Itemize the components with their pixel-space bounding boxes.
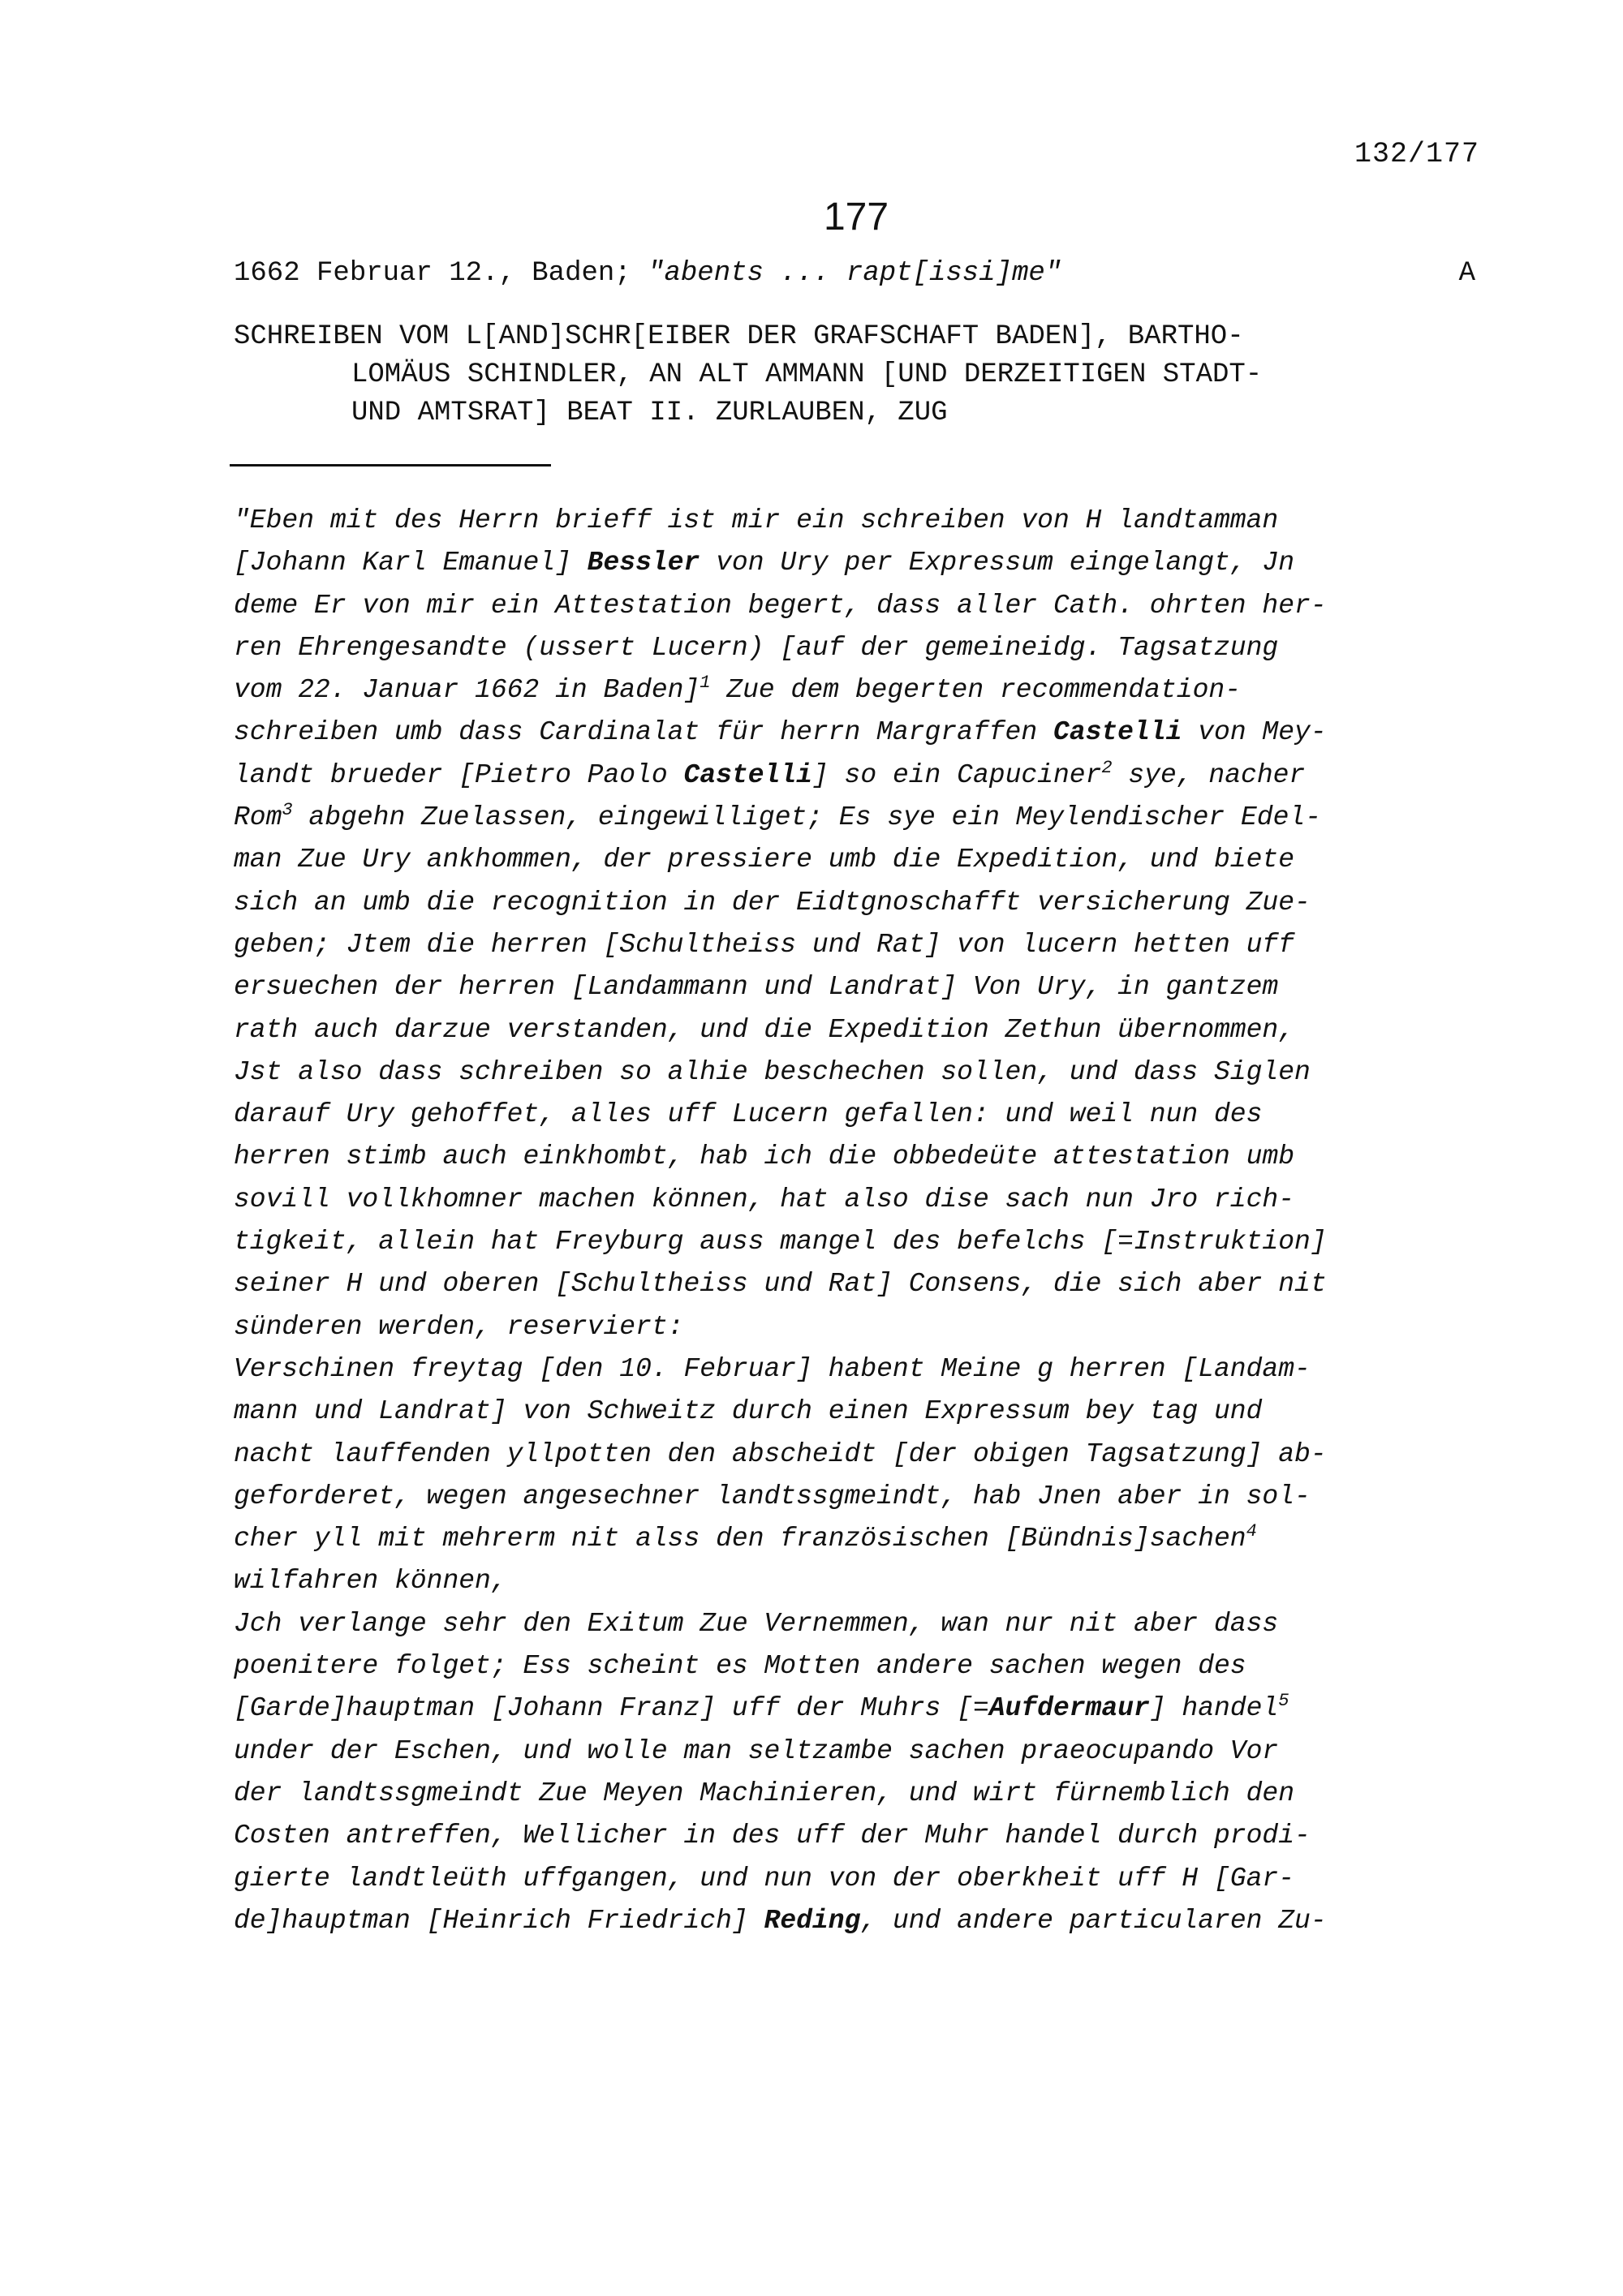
body-line — [234, 1263, 1500, 1305]
body-text: [Johann Karl Emanuel] — [234, 548, 588, 578]
body-line — [234, 1391, 1500, 1433]
person-name: Reding — [764, 1905, 861, 1936]
body-text: vom 22. Januar 1662 in Baden] — [234, 675, 700, 706]
body-text: von Ury per Expressum eingelangt, Jn — [700, 548, 1295, 578]
body-line — [234, 542, 1500, 584]
separator-rule — [230, 464, 551, 467]
body-line — [234, 1094, 1500, 1136]
heading-line: UND AMTSRAT] BEAT II. ZURLAUBEN, ZUG — [351, 398, 948, 428]
page-number: 132/177 — [1354, 138, 1479, 170]
body-text: geben; Jtem die herren [Schultheiss und Rat] von lucern hetten uff — [234, 929, 1295, 960]
body-text: sünderen werden, reserviert: — [234, 1311, 684, 1342]
body-line — [234, 1731, 1500, 1773]
person-name: Castelli — [683, 759, 812, 790]
body-text: geforderet, wegen angesechner landtssgmeindt, hab Jnen aber in sol- — [234, 1481, 1311, 1511]
body-line — [234, 1858, 1500, 1900]
body-line — [234, 1900, 1500, 1942]
person-name: Bessler — [587, 548, 700, 578]
body-text: [Garde]hauptman [Johann Franz] uff der Muhrs [= — [234, 1693, 989, 1724]
body-text: deme Er von mir ein Attestation begert, dass aller Cath. ohrten her- — [234, 590, 1327, 621]
document-number: 177 — [823, 196, 889, 239]
body-line — [234, 1136, 1500, 1178]
dateline — [234, 258, 1475, 289]
footnote-ref: 3 — [282, 800, 293, 821]
body-line — [234, 1306, 1500, 1348]
body-text: mann und Landrat] von Schweitz durch einen Expressum bey tag und — [234, 1396, 1263, 1427]
body-line — [234, 1009, 1500, 1051]
body-line — [234, 924, 1500, 966]
document-heading — [234, 318, 1451, 432]
body-line — [234, 1221, 1500, 1263]
person-name: Castelli — [1053, 717, 1182, 748]
body-line — [234, 585, 1500, 627]
body-line — [234, 500, 1500, 542]
body-line — [234, 1560, 1500, 1602]
body-text: ] handel — [1149, 1693, 1279, 1724]
body-text: abgehn Zuelassen, eingewilliget; Es sye ein Meylendischer Edel- — [292, 802, 1322, 833]
body-text: nacht lauffenden yllpotten den abscheidt [der obigen Tagsatzung] ab- — [234, 1438, 1327, 1469]
body-line — [234, 839, 1500, 881]
body-text: cher yll mit mehrerm nit alss den französischen [Bündnis]sachen — [234, 1524, 1246, 1554]
footnote-ref: 2 — [1101, 757, 1113, 778]
body-text: seiner H und oberen [Schultheiss und Rat] Consens, die sich aber nit — [234, 1269, 1327, 1300]
person-name: Aufdermaur — [988, 1693, 1150, 1724]
body-line — [234, 1645, 1500, 1688]
footnote-ref: 4 — [1246, 1521, 1257, 1542]
body-text: landt brueder [Pietro Paolo — [234, 759, 684, 790]
body-text: Jch verlange sehr den Exitum Zue Vernemmen, wan nur nit aber dass — [234, 1608, 1279, 1639]
body-line — [234, 1476, 1500, 1518]
body-text: darauf Ury gehoffet, alles uff Lucern gefallen: und weil nun des — [234, 1099, 1263, 1130]
body-line — [234, 1688, 1500, 1730]
body-line — [234, 1603, 1500, 1645]
body-text: Verschinen freytag [den 10. Februar] habent Meine g herren [Landam- — [234, 1353, 1311, 1384]
body-text: Jst also dass schreiben so alhie beschechen sollen, und dass Siglen — [234, 1056, 1311, 1087]
footnote-ref: 5 — [1278, 1691, 1289, 1712]
body-line — [234, 669, 1500, 712]
letter-body — [234, 500, 1500, 1942]
footnote-ref: 1 — [700, 673, 711, 694]
body-line — [234, 1518, 1500, 1560]
body-text: poenitere folget; Ess scheint es Motten andere sachen wegen des — [234, 1651, 1246, 1682]
body-line — [234, 755, 1500, 797]
dateline-place-date: 1662 Februar 12., Baden; — [234, 258, 631, 289]
body-text: sye, nacher — [1112, 759, 1306, 790]
body-text: under der Eschen, und wolle man seltzambe sachen praeocupando Vor — [234, 1735, 1279, 1766]
body-line — [234, 1434, 1500, 1476]
body-text: tigkeit, allein hat Freyburg auss mangel des befelchs [=Instruktion] — [234, 1227, 1327, 1258]
body-text: ren Ehrengesandte (ussert Lucern) [auf der gemeineidg. Tagsatzung — [234, 632, 1279, 663]
body-line — [234, 1051, 1500, 1094]
body-line — [234, 966, 1500, 1008]
body-text: ] so ein Capuciner — [812, 759, 1102, 790]
body-text: von Mey- — [1182, 717, 1327, 748]
heading-line: LOMÄUS SCHINDLER, AN ALT AMMANN [UND DERZEITIGEN STADT- — [351, 359, 1263, 390]
body-text: de]hauptman [Heinrich Friedrich] — [234, 1905, 764, 1936]
version-mark: A — [1458, 258, 1475, 289]
body-text: herren stimb auch einkhombt, hab ich die obbedeüte attestation umb — [234, 1142, 1295, 1172]
body-line — [234, 1348, 1500, 1391]
body-text: der landtssgmeindt Zue Meyen Machinieren, und wirt fürnemblich den — [234, 1778, 1295, 1808]
body-text: wilfahren können, — [234, 1566, 507, 1597]
body-text: rath auch darzue verstanden, und die Expedition Zethun übernommen, — [234, 1014, 1295, 1045]
body-text: ersuechen der herren [Landammann und Landrat] Von Ury, in gantzem — [234, 972, 1279, 1003]
heading-line: SCHREIBEN VOM L[AND]SCHR[EIBER DER GRAFSCHAFT BADEN], BARTHO- — [234, 321, 1244, 352]
body-line — [234, 1815, 1500, 1857]
dateline-quote: "abents ... rapt[issi]me" — [648, 258, 1062, 289]
body-line — [234, 882, 1500, 924]
body-line — [234, 1773, 1500, 1815]
body-line — [234, 1179, 1500, 1221]
body-line — [234, 712, 1500, 754]
body-text: sovill vollkhomner machen können, hat also dise sach nun Jro rich- — [234, 1184, 1295, 1215]
body-text: "Eben mit des Herrn brieff ist mir ein schreiben von H landtamman — [234, 505, 1279, 535]
body-text: schreiben umb dass Cardinalat für herrn Margraffen — [234, 717, 1053, 748]
body-text: Zue dem begerten recommendation- — [710, 675, 1242, 706]
body-text: gierte landtleüth uffgangen, und nun von der oberkheit uff H [Gar- — [234, 1863, 1295, 1894]
body-text: , und andere particularen Zu- — [860, 1905, 1327, 1936]
body-text: Rom — [234, 802, 282, 833]
body-line — [234, 797, 1500, 839]
body-text: Costen antreffen, Wellicher in des uff der Muhr handel durch prodi- — [234, 1821, 1311, 1851]
body-text: man Zue Ury ankhommen, der pressiere umb die Expedition, und biete — [234, 845, 1295, 875]
body-text: sich an umb die recognition in der Eidtgnoschafft versicherung Zue- — [234, 887, 1311, 918]
body-line — [234, 627, 1500, 669]
